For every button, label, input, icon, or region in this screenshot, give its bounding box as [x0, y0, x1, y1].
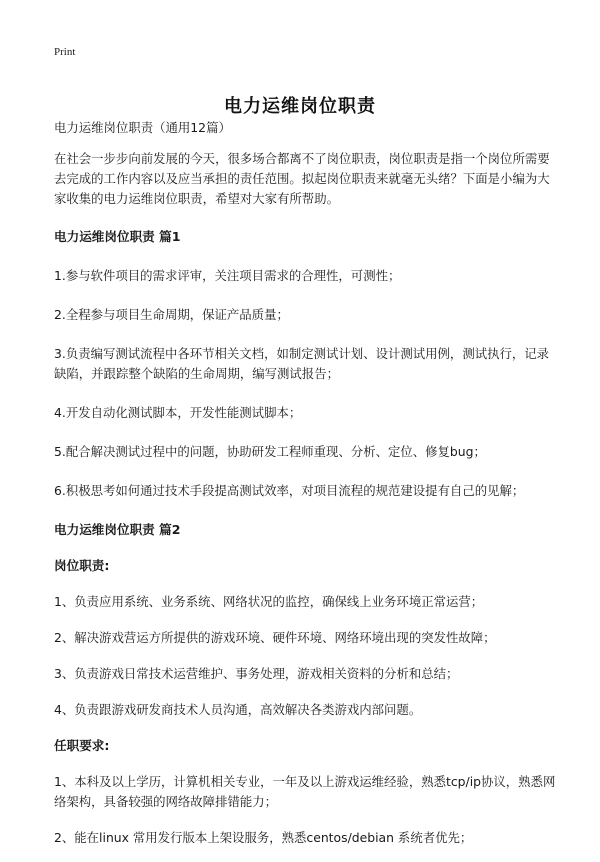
- document-subtitle: 电力运维岗位职责（通用12篇）: [54, 120, 231, 135]
- duties-heading: 岗位职责:: [54, 558, 110, 573]
- duty-item: 1、负责应用系统、业务系统、网络状况的监控，确保线上业务环境正常运营；: [54, 594, 484, 609]
- duty-item: 4、负责跟游戏研发商技术人员沟通，高效解决各类游戏内部问题。: [54, 702, 422, 717]
- requirements-heading: 任职要求:: [54, 738, 110, 753]
- page-title: 电力运维岗位职责: [224, 96, 376, 118]
- section-1-item: 3.负责编写测试流程中各环节相关文档，如制定测试计划、设计测试用例，测试执行，记录缺陷，并跟踪整个缺陷的生命周期，编写测试报告；: [54, 346, 550, 381]
- requirement-item: 2、能在linux 常用发行版本上架设服务，熟悉centos/debian 系统者优先；: [54, 830, 473, 845]
- section-2-heading: 电力运维岗位职责 篇2: [54, 522, 181, 537]
- section-1-item: 6.积极思考如何通过技术手段提高测试效率，对项目流程的规范建设提有自己的见解；: [54, 483, 525, 498]
- section-1-item: 1.参与软件项目的需求评审，关注项目需求的合理性，可测性；: [54, 268, 401, 283]
- duty-item: 3、负责游戏日常技术运营维护、事务处理，游戏相关资料的分析和总结；: [54, 666, 459, 681]
- section-1-heading: 电力运维岗位职责 篇1: [54, 229, 181, 244]
- document-body: [54, 118, 556, 862]
- section-1-item: 4.开发自动化测试脚本，开发性能测试脚本；: [54, 405, 302, 420]
- print-label: Print: [54, 46, 76, 58]
- intro-paragraph: 在社会一步步向前发展的今天，很多场合都离不了岗位职责，岗位职责是指一个岗位所需要去完成的工作内容以及应当承担的责任范围。拟起岗位职责来就毫无头绪？下面是小编为大家收集的电力运维岗位职责，希望对大家有所帮助。: [54, 151, 550, 206]
- duty-item: 2、解决游戏营运方所提供的游戏环境、硬件环境、网络环境出现的突发性故障；: [54, 630, 496, 645]
- section-1-item: 5.配合解决测试过程中的问题，协助研发工程师重现、分析、定位、修复bug；: [54, 444, 486, 459]
- section-1-item: 2.全程参与项目生命周期，保证产品质量；: [54, 307, 289, 322]
- requirement-item: 1、本科及以上学历，计算机相关专业，一年及以上游戏运维经验，熟悉tcp/ip协议，熟悉网络架构，具备较强的网络故障排错能力；: [54, 774, 556, 809]
